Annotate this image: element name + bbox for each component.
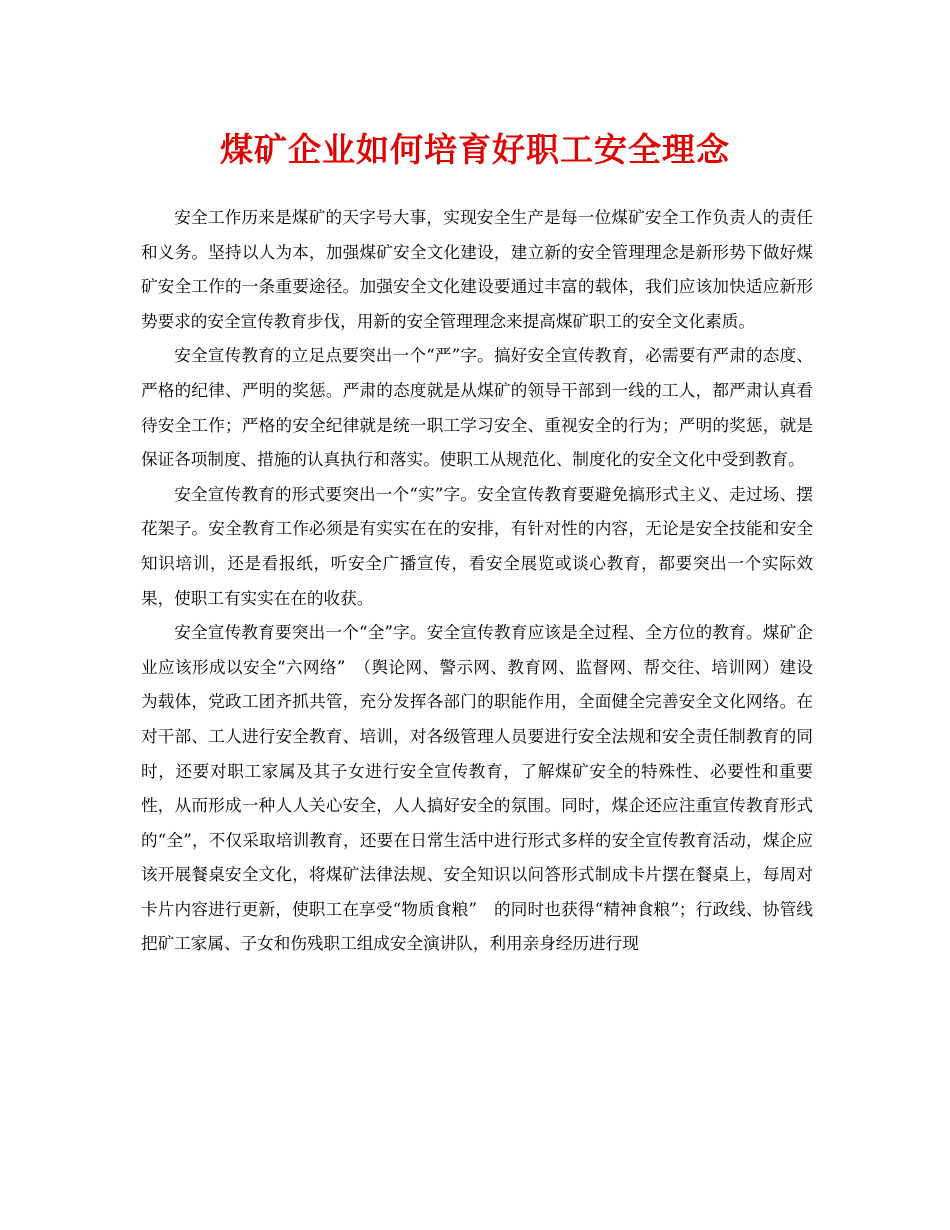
paragraph: 安全工作历来是煤矿的天字号大事，实现安全生产是每一位煤矿安全工作负责人的责任和义务。坚持以人为本，加强煤矿安全文化建设，建立新的安全管理理念是新形势下做好煤矿安全工作的一条重要途径。加强安全文化建设要通过丰富的载体，我们应该加快适应新形势要求的安全宣传教育步伐，用新的安全管理理念来提高煤矿职工的安全文化素质。: [141, 208, 813, 331]
document-title: 煤矿企业如何培育好职工安全理念: [220, 130, 730, 169]
paragraph: 安全宣传教育要突出一个“全”字。安全宣传教育应该是全过程、全方位的教育。煤矿企业应该形成以安全“六网络” （舆论网、警示网、教育网、监督网、帮交往、培训网）建设为载体，党政工团齐抓共管，充分发挥各部门的职能作用，全面健全完善安全文化网络。在对干部、工人进行安全教育、培训，对各级管理人员要进行安全法规和安全责任制教育的同时，还要对职工家属及其子女进行安全宣传教育，了解煤矿安全的特殊性、必要性和重要性，从而形成一种人人关心安全，人人搞好安全的氛围。同时，煤企还应注重宣传教育形式的“全”，不仅采取培训教育，还要在日常生活中进行形式多样的安全宣传教育活动，煤企应该开展餐桌安全文化，将煤矿法律法规、安全知识以问答形式制成卡片摆在餐桌上，每周对卡片内容进行更新，使职工在享受“物质食粮” 的同时也获得“精神食粮”；行政线、协管线把矿工家属、子女和伤残职工组成安全演讲队，利用亲身经历进行现: [141, 623, 813, 954]
paragraph: 安全宣传教育的立足点要突出一个“严”字。搞好安全宣传教育，必需要有严肃的态度、严格的纪律、严明的奖惩。严肃的态度就是从煤矿的领导干部到一线的工人，都严肃认真看待安全工作；严格的安全纪律就是统一职工学习安全、重视安全的行为；严明的奖惩，就是保证各项制度、措施的认真执行和落实。使职工从规范化、制度化的安全文化中受到教育。: [141, 346, 813, 470]
paragraph: 安全宣传教育的形式要突出一个“实”字。安全宣传教育要避免搞形式主义、走过场、摆花架子。安全教育工作必须是有实实在在的安排，有针对性的内容，无论是安全技能和安全知识培训，还是看报纸，听安全广播宣传，看安全展览或谈心教育，都要突出一个实际效果，使职工有实实在在的收获。: [141, 484, 813, 608]
document-body: [141, 201, 813, 962]
